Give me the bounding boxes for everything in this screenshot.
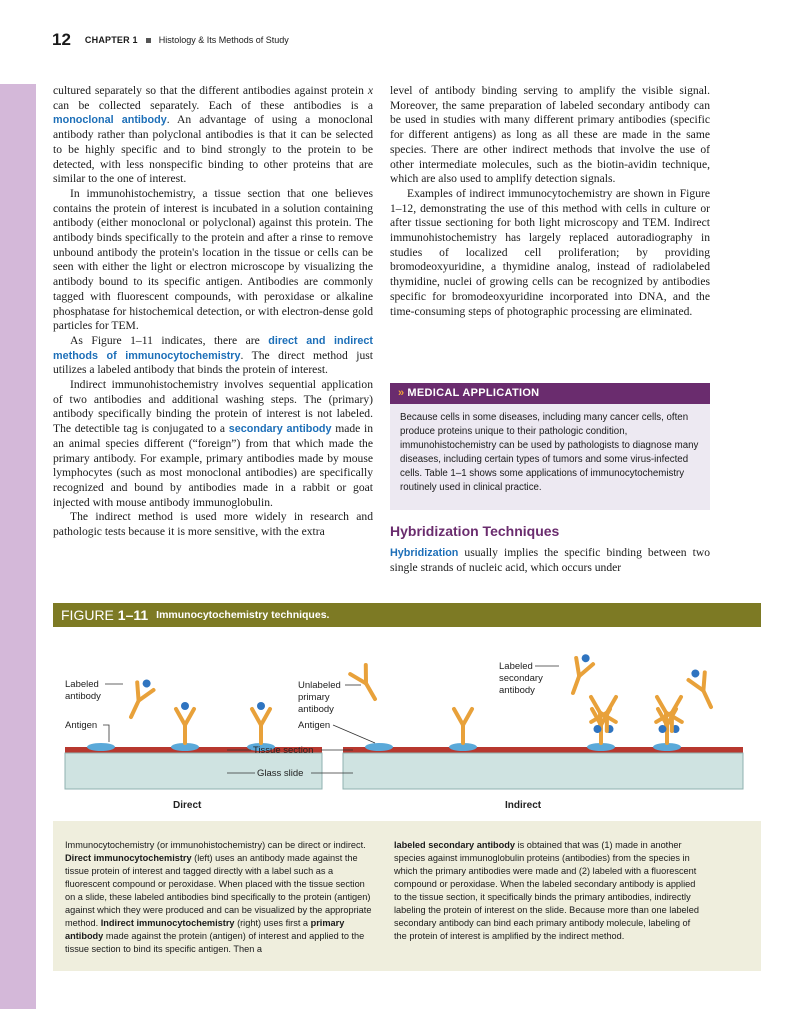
label-labeled-secondary: secondary [499, 673, 543, 684]
free-secondary-antibody [686, 666, 720, 711]
left-column [53, 84, 373, 540]
free-labeled-antibody [123, 676, 157, 721]
paragraph: Examples of indirect immunocytochemistry are shown in Figure 1–12, demonstrating the use of this method with cells in culture or after tissue sectioning for both light microscopy and TEM. Indirect immunohistochemistry has largely replaced autoradiography in studies of localized cell proliferation; by providing bromodeoxyuridine, a thymidine analog, instead of radiolabeled thymidine, nuclei of growing cells can be recognized by antibodies specific for bromodeoxyuridine incorporated into DNA, and the time-consuming steps of photographic processing are eliminated. [390, 186, 710, 318]
keyword-hybridization: Hybridization [390, 547, 459, 559]
text-run: (left) uses an antibody made against the tissue protein of interest and tagged directly with a label such as a fluorescent compound or peroxidase. When placed with the tissue section on a slide, these labeled antibodies bind specifically to the protein (antigen) against which they were produced and can be visualized by the appropriate method. [65, 853, 372, 928]
antigen-shape [87, 743, 115, 751]
paragraph [53, 334, 373, 378]
caption-keyword: Direct immunocytochemistry [65, 853, 192, 863]
chapter-label: CHAPTER 1 [84, 35, 138, 45]
medical-application-header [390, 383, 710, 404]
page-header [52, 30, 289, 50]
label-labeled-antibody: Labeled [65, 679, 99, 690]
text-run: Indirect immunohistochemistry involves sequential application of two antibodies and additional washing steps. The (primary) antibody specifically binding the protein of interest is not labeled. The detectible tag is conjugated to a [53, 378, 373, 436]
medical-application-body: Because cells in some diseases, including many cancer cells, often produce proteins unique to their pathologic condition, immunohistochemistry can be used by pathologists to diagnose many diseases, including certain types of tumors and some virus-infected cells. Table 1–1 shows some applications of immunocytochemistry routinely used in clinical practice. [400, 412, 699, 493]
text-run: . The direct method just utilizes a labeled antibody that binds the protein of interest. [53, 348, 373, 377]
text-run: can be collected separately. Each of these antibodies is a [53, 98, 373, 112]
figure-label: FIGURE [61, 607, 114, 623]
label-tissue-section: Tissue section [253, 745, 314, 756]
immunocytochemistry-diagram [53, 627, 761, 821]
caption-paragraph [65, 839, 373, 956]
label-antigen: Antigen [298, 720, 331, 731]
keyword-direct-indirect-methods: direct and indirect methods of immunocytochemistry [53, 334, 373, 362]
paragraph [390, 546, 710, 575]
right-column [390, 84, 710, 319]
paragraph [53, 84, 373, 187]
chapter-color-bar [0, 84, 36, 1009]
text-run: made against the protein (antigen) of interest and applied to the tissue section to bind its specific antigen. Then a [65, 931, 365, 954]
text-run: is obtained that was (1) made in another species against immunoglobulin proteins (antibodies) from the species in which the primary antibodies were made and (2) labeled with a fluorescent compound or peroxidase. When the labeled secondary antibody is applied to the tissue section, it specifically binds the primary antibodies, indirectly labeling the protein of interest on the slide. Because more than one labeled secondary antibody can bind each primary antibody molecule, labeling of the protein of interest is amplified by the indirect method. [394, 840, 699, 941]
label-antigen: Antigen [65, 720, 98, 731]
text-run: usually implies the specific binding between two single strands of nucleic acid, which occurs under [390, 546, 710, 574]
label-labeled-secondary: Labeled [499, 661, 533, 672]
caption-paragraph [394, 839, 702, 943]
label-glass-slide: Glass slide [257, 768, 304, 779]
paragraph: The indirect method is used more widely in research and pathologic tests because it is more sensitive, with the extra [53, 510, 373, 539]
paragraph: In immunohistochemistry, a tissue section that one believes contains the protein of interest is incubated in a solution containing antibody (either monoclonal or polyclonal) against this protein. The antibody binds specifically to the protein and after a rinse to remove unbound antibody the protein's location in the tissue or cells can be seen with either the light or electron microscope by visualizing the antibody bound to its specific antigen. Antibodies are commonly tagged with fluorescent compounds, with peroxidase or alkaline phosphatase for histochemical detection, or with electron-dense gold particles for TEM. [53, 186, 373, 333]
caption-left-column [65, 839, 373, 956]
bound-labeled-antibody [176, 702, 194, 743]
tissue-section-indirect [343, 747, 743, 753]
text-run: x [367, 84, 373, 97]
bound-labeled-antibody [252, 702, 270, 743]
figure-title-bar [53, 603, 761, 627]
antigen-shape [365, 743, 393, 751]
keyword-monoclonal-antibody: monoclonal antibody [53, 114, 167, 127]
chapter-title: Histology & Its Methods of Study [158, 35, 289, 45]
caption-keyword: labeled secondary antibody [394, 840, 516, 850]
text-run: Immunocytochemistry (or immunohistochemistry) can be direct or indirect. [65, 840, 366, 850]
label-direct: Direct [173, 800, 202, 811]
figure-number [61, 607, 148, 623]
label-unlabeled-primary: Unlabeled [298, 680, 341, 691]
text-run: (right) uses first a [234, 918, 311, 928]
label-indirect: Indirect [505, 800, 542, 811]
medical-application-box [390, 383, 710, 510]
text-run: made in an animal species different (“foreign”) from that which made the primary antibody. For example, primary antibodies made by mouse lymphocytes (such as most monoclonal antibodies) are specifically recognized and bound by antibodies made in a rabbit or goat injected with mouse antibody immunoglobulin. [53, 422, 374, 509]
header-separator [146, 38, 151, 43]
figure-title: Immunocytochemistry techniques. [156, 609, 330, 621]
free-primary-antibody [350, 665, 383, 703]
figure-caption [53, 821, 761, 971]
free-secondary-antibody [565, 651, 596, 696]
bound-primary-antibody [454, 709, 472, 743]
text-run: As Figure 1–11 indicates, there are [70, 333, 269, 347]
paragraph: level of antibody binding serving to amplify the visible signal. Moreover, the same preparation of labeled secondary antibody can be used in studies with many different primary antibodies (specific for different antigens) as long as all these are made in the same species. There are other indirect methods that involve the use of other intermediate molecules, such as the biotin-avidin technique, which are also used to amplify detection signals. [390, 84, 710, 186]
caption-right-column [394, 839, 702, 943]
medical-application-title: MEDICAL APPLICATION [407, 387, 540, 399]
label-labeled-antibody: antibody [65, 691, 101, 702]
label-unlabeled-primary: primary [298, 692, 330, 703]
text-run: cultured separately so that the different antibodies against protein [53, 84, 368, 97]
text-run: . An advantage of using a monoclonal antibody rather than polyclonal antibodies is that it can be selected to be highly specific and to bind strongly to the protein to be detected, with less nonspecific binding to other proteins that are similar to the one of interest. [53, 113, 373, 186]
figure-number-value: 1–11 [117, 607, 149, 623]
label-unlabeled-primary: antibody [298, 704, 334, 715]
page-number: 12 [52, 30, 71, 49]
keyword-secondary-antibody: secondary antibody [228, 423, 332, 436]
paragraph [53, 378, 373, 510]
caption-keyword: Indirect immunocytochemistry [100, 918, 235, 928]
double-chevron-icon: » [398, 387, 405, 399]
label-labeled-secondary: antibody [499, 685, 535, 696]
caption-keyword: primary antibody [65, 918, 345, 941]
section-heading: Hybridization Techniques [390, 523, 560, 539]
glass-slide-indirect [343, 753, 743, 789]
